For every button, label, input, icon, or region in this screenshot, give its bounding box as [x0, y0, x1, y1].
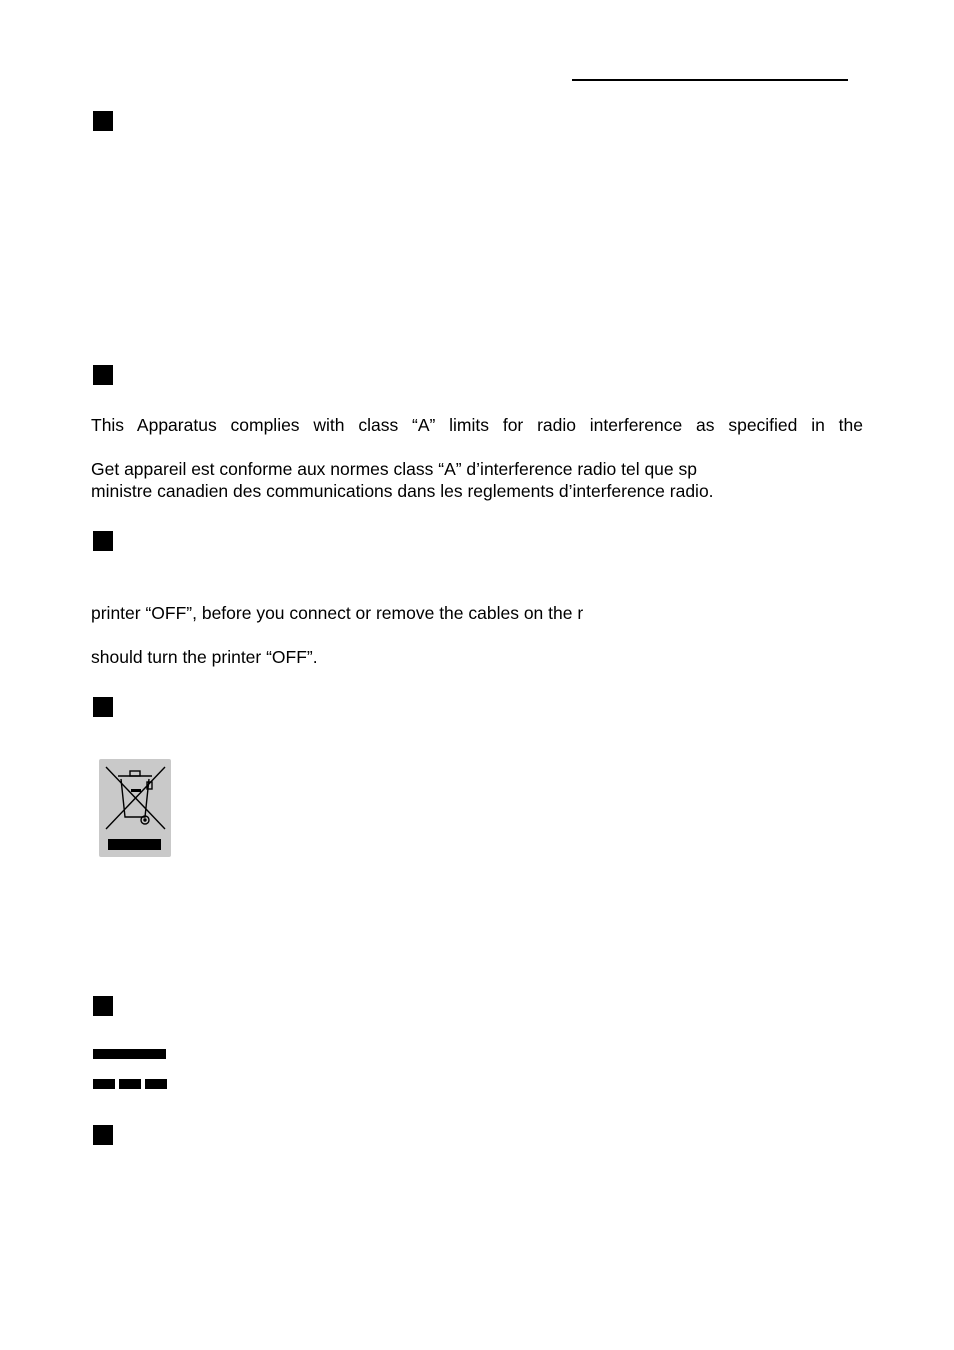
- section-bullet-1: [93, 111, 113, 131]
- crossed-out-wheeled-bin-icon: [99, 759, 171, 839]
- caution-text-line-1: printer “OFF”, before you connect or remove the cables on the r: [91, 603, 584, 623]
- section-bullet-2: [93, 365, 113, 385]
- weee-symbol-bar: [108, 839, 161, 850]
- weee-symbol: [99, 759, 171, 857]
- section-bullet-6: [93, 1125, 113, 1145]
- dashed-line-symbol-segment: [145, 1079, 167, 1089]
- canada-compliance-text-line-1: This Apparatus complies with class “A” limits for radio interference as specified in the: [91, 415, 863, 435]
- section-bullet-5: [93, 996, 113, 1016]
- canada-compliance-text-line-3: ministre canadien des communications dans les reglements d’interference radio.: [91, 481, 714, 501]
- dashed-line-symbol-segment: [119, 1079, 141, 1089]
- canada-compliance-text-line-2: Get appareil est conforme aux normes class “A” d’interference radio tel que sp: [91, 459, 697, 479]
- header-rule: [572, 79, 848, 81]
- solid-line-symbol: [93, 1049, 166, 1059]
- section-bullet-4: [93, 697, 113, 717]
- section-bullet-3: [93, 531, 113, 551]
- dashed-line-symbol-segment: [93, 1079, 115, 1089]
- caution-text-line-2: should turn the printer “OFF”.: [91, 647, 318, 667]
